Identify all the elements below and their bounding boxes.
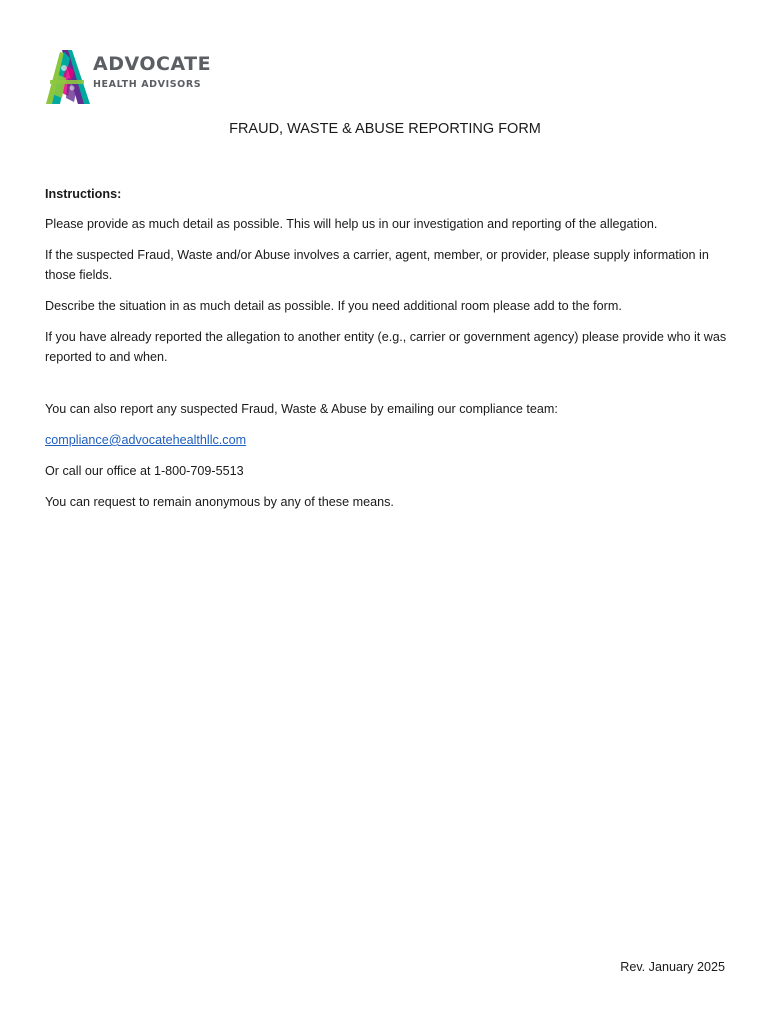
logo-wordmark: ADVOCATE — [93, 53, 212, 75]
instruction-paragraph: Describe the situation in as much detail as possible. If you need additional room please add to the form. — [45, 299, 622, 313]
instruction-paragraph: If you have already reported the allegation to another entity (e.g., carrier or government agency) please provide who it was reported to and when. — [45, 330, 727, 364]
section-spacer — [45, 378, 735, 399]
revision-date: Rev. January 2025 — [620, 960, 725, 974]
instruction-paragraph: Please provide as much detail as possible. This will help us in our investigation and reporting of the allegation. — [45, 217, 658, 231]
anonymous-note: You can request to remain anonymous by any of these means. — [45, 495, 394, 509]
company-logo — [44, 48, 214, 106]
logo-tagline: HEALTH ADVISORS — [93, 79, 202, 90]
contact-phone: Or call our office at 1-800-709-5513 — [45, 464, 244, 478]
contact-email-line — [45, 430, 735, 450]
page-title: FRAUD, WASTE & ABUSE REPORTING FORM — [229, 121, 541, 137]
instructions-section — [45, 184, 735, 523]
logo-mark-icon — [44, 48, 92, 106]
contact-intro: You can also report any suspected Fraud, Waste & Abuse by emailing our compliance team: — [45, 402, 558, 416]
instructions-heading: Instructions: — [45, 187, 122, 201]
compliance-email-link[interactable]: compliance@advocatehealthllc.com — [45, 433, 247, 447]
instruction-paragraph: If the suspected Fraud, Waste and/or Abuse involves a carrier, agent, member, or provider, please supply information in those fields. — [45, 248, 709, 282]
